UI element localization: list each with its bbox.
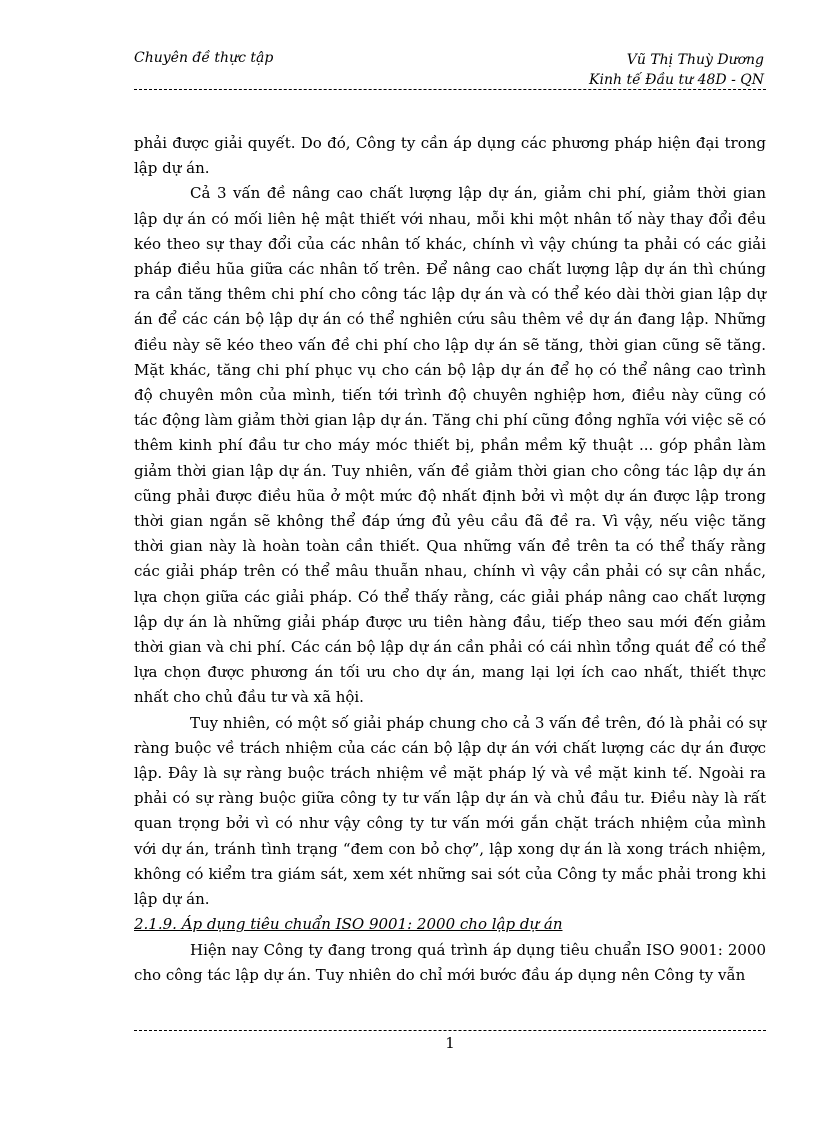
- header-divider: [134, 89, 766, 90]
- paragraph: Hiện nay Công ty đang trong quá trình áp dụng tiêu chuẩn ISO 9001: 2000 cho công tác lập dự án. Tuy nhiên do chỉ mới bước đầu áp dụng nên Công ty vẫn: [134, 940, 766, 984]
- footer-divider: [134, 1030, 766, 1031]
- page-number: 1: [445, 1034, 455, 1052]
- document-body: [134, 131, 766, 988]
- header-document-title: Chuyên đề thực tập: [134, 50, 274, 66]
- header-author-block: [540, 50, 764, 90]
- paragraph-continuation: phải được giải quyết. Do đó, Công ty cần áp dụng các phương pháp hiện đại trong lập dự án.: [134, 134, 766, 178]
- paragraph: Cả 3 vấn đề nâng cao chất lượng lập dự án, giảm chi phí, giảm thời gian lập dự án có mối liên hệ mật thiết với nhau, mỗi khi một nhân tố này thay đổi đều kéo theo sự thay đổi của các nhân tố khác, chính vì vậy chúng ta phải có các giải pháp điều hũa giữa các nhân tố trên. Để nâng cao chất lượng lập dự án thì chúng ra cần tăng thêm chi phí cho công tác lập dự án và có thể kéo dài thời gian lập dự án để các cán bộ lập dự án có thể nghiên cứu sâu thêm về dự án đang lập. Những điều này sẽ kéo theo vấn đề chi phí cho lập dự án sẽ tăng, thời gian cũng sẽ tăng. Mặt khác, tăng chi phí phục vụ cho cán bộ lập dự án để họ có thể nâng cao trình độ chuyên môn của mình, tiến tới trình độ chuyên nghiệp hơn, điều này cũng có tác động làm giảm thời gian lập dự án. Tăng chi phí cũng đồng nghĩa với việc sẽ có thêm kinh phí đầu tư cho máy móc thiết bị, phần mềm kỹ thuật ... góp phần làm giảm thời gian lập dự án. Tuy nhiên, vấn đề giảm thời gian cho công tác lập dự án cũng phải được điều hũa ở một mức độ nhất định bởi vì một dự án được lập trong thời gian ngắn sẽ không thể đáp ứng đủ yêu cầu đã đề ra. Vì vậy, nếu việc tăng thời gian này là hoàn toàn cần thiết. Qua những vấn đề trên ta có thể thấy rằng các giải pháp trên có thể mâu thuẫn nhau, chính vì vậy cần phải có sự cân nhắc, lựa chọn giữa các giải pháp. Có thể thấy rằng, các giải pháp nâng cao chất lượng lập dự án là những giải pháp được ưu tiên hàng đầu, tiếp theo sau mới đến giảm thời gian và chi phí. Các cán bộ lập dự án cần phải có cái nhìn tổng quát để có thể lựa chọn được phương án tối ưu cho dự án, mang lại lợi ích cao nhất, thiết thực nhất cho chủ đầu tư và xã hội.: [134, 184, 766, 707]
- section-heading: 2.1.9. Áp dụng tiêu chuẩn ISO 9001: 2000 cho lập dự án: [134, 915, 563, 934]
- paragraph: Tuy nhiên, có một số giải pháp chung cho cả 3 vấn đề trên, đó là phải có sự ràng buộc về trách nhiệm của các cán bộ lập dự án với chất lượng các dự án được lập. Đây là sự ràng buộc trách nhiệm về mặt pháp lý và về mặt kinh tế. Ngoài ra phải có sự ràng buộc giữa công ty tư vấn lập dự án và chủ đầu tư. Điều này là rất quan trọng bởi vì có như vậy công ty tư vấn mới gắn chặt trách nhiệm của mình với dự án, tránh tình trạng “đem con bỏ chợ”, lập xong dự án là xong trách nhiệm, không có kiểm tra giám sát, xem xét những sai sót của Công ty mắc phải trong khi lập dự án.: [134, 713, 766, 909]
- header-author-name: Vũ Thị Thuỳ Dương: [626, 52, 764, 68]
- header-author-class: Kinh tế Đầu tư 48D - QN: [589, 72, 764, 88]
